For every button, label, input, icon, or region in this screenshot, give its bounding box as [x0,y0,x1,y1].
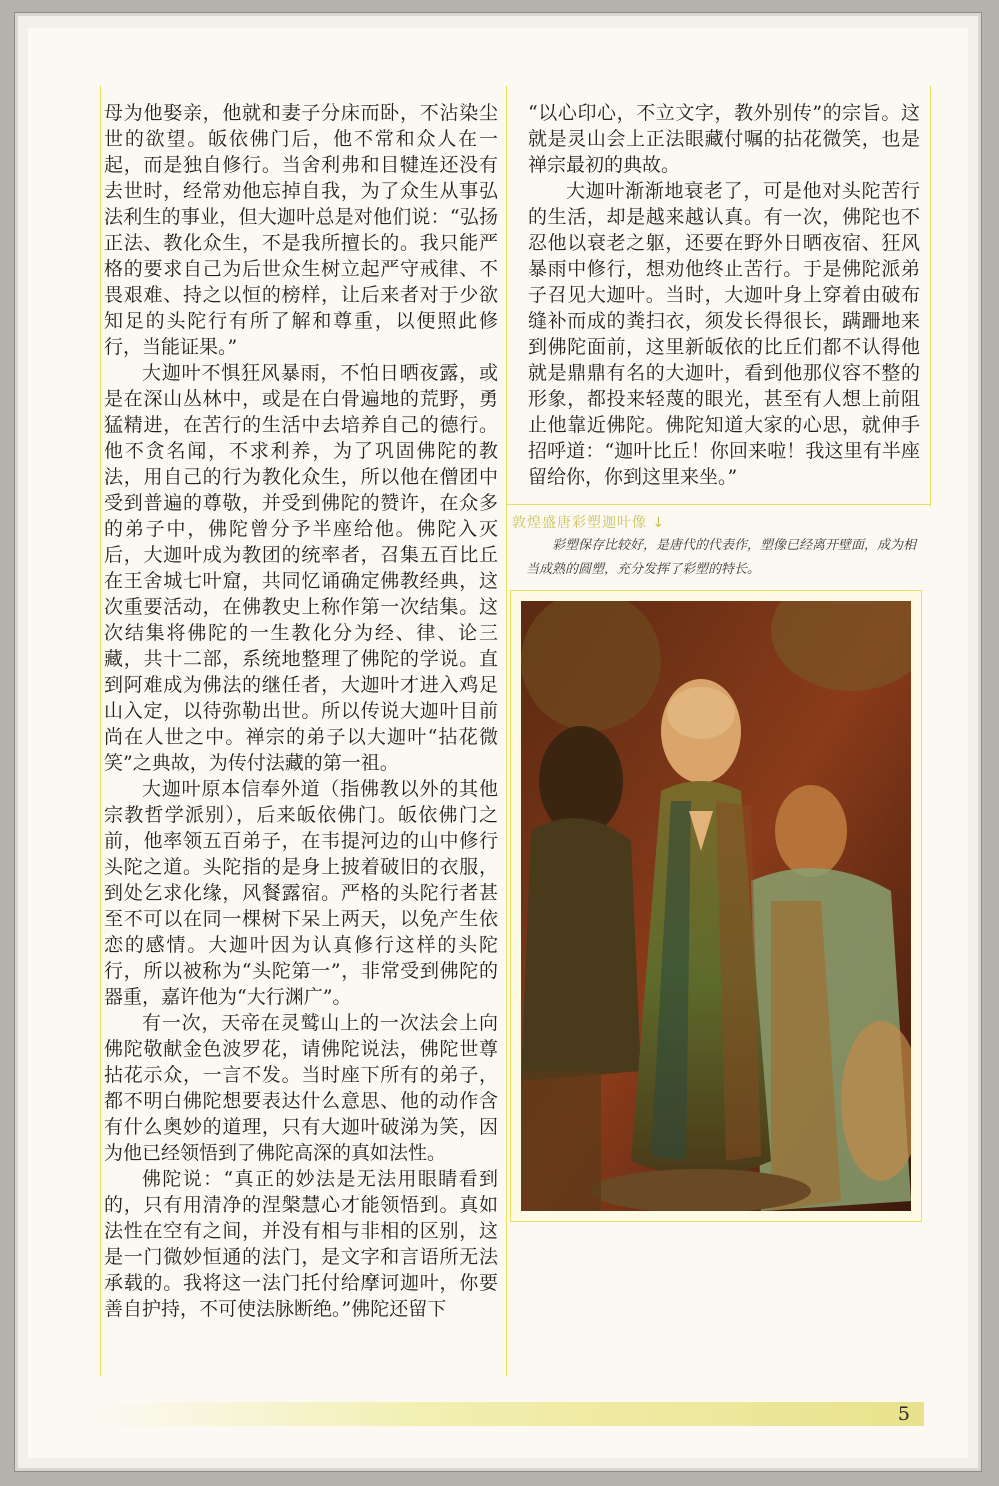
center-column-rule [506,86,507,1376]
right-paragraph-2: 大迦叶渐渐地衰老了，可是他对头陀苦行的生活，却是越来越认真。有一次，佛陀也不忍他以衰老之躯，还要在野外日晒夜宿、狂风暴雨中修行，想劝他终止苦行。于是佛陀派弟子召见大迦叶。当时，大迦叶身上穿着由破布缝补而成的粪扫衣，须发长得很长，蹒跚地来到佛陀面前，这里新皈依的比丘们都不认得他就是鼎鼎有名的大迦叶，看到他那仪容不整的形象，都投来轻蔑的眼光，甚至有人想上前阻止他靠近佛陀。佛陀知道大家的心思，就伸手招呼道：“迦叶比丘！你回来啦！我这里有半座留给你，你到这里来坐。” [528,180,920,488]
figure-title: 敦煌盛唐彩塑迦叶像 ↓ [512,515,666,531]
right-paragraph-1: “以心印心，不立文字，教外别传”的宗旨。这就是灵山会上正法眼藏付嘱的拈花微笑，也是禅宗最初的典故。 [528,102,920,176]
figure-photo-frame [510,590,922,1222]
figure-caption: 彩塑保存比较好，是唐代的代表作，塑像已经离开壁面，成为相当成熟的圆塑，充分发挥了彩塑的特长。 [526,538,917,577]
kasyapa-statue-photo [521,601,911,1211]
left-paragraph-3: 大迦叶原本信奉外道（指佛教以外的其他宗教哲学派别），后来皈依佛门。皈依佛门之前，他率领五百弟子，在韦提河边的山中修行头陀之道。头陀指的是身上披着破旧的衣服，到处乞求化缘，风餐露宿。严格的头陀行者甚至不可以在同一棵树下呆上两天，以免产生依恋的感情。大迦叶因为认真修行这样的头陀行，所以被称为“头陀第一”，非常受到佛陀的器重，嘉许他为“大行渊广”。 [104,778,498,1008]
footer-band [104,1402,924,1426]
caption-top-rule [506,504,930,505]
left-column-rule [100,86,101,1376]
page-number: 5 [897,1403,910,1425]
right-column-rule [930,86,931,506]
left-paragraph-5: 佛陀说：“真正的妙法是无法用眼睛看到的，只有用清净的涅槃慧心才能领悟到。真如法性在空有之间，并没有相与非相的区别，这是一门微妙恒通的法门，是文字和言语所无法承载的。我将这一法门托付给摩诃迦叶，你要善自护持，不可使法脉断绝。”佛陀还留下 [104,1168,498,1320]
left-text-column [104,100,498,1322]
statue-illustration [521,601,911,1211]
left-paragraph-2: 大迦叶不惧狂风暴雨，不怕日晒夜露，或是在深山丛林中，或是在白骨遍地的荒野，勇猛精进，在苦行的生活中去培养自己的德行。他不贪名闻，不求利养，为了巩固佛陀的教法，用自己的行为教化众生，所以他在僧团中受到普遍的尊敬，并受到佛陀的赞许，在众多的弟子中，佛陀曾分予半座给他。佛陀入灭后，大迦叶成为教团的统率者，召集五百比丘在王舍城七叶窟，共同忆诵确定佛教经典，这次重要活动，在佛教史上称作第一次结集。这次结集将佛陀的一生教化分为经、律、论三藏，共十二部，系统地整理了佛陀的学说。直到阿难成为佛法的继任者，大迦叶才进入鸡足山入定，以待弥勒出世。所以传说大迦叶目前尚在人世之中。禅宗的弟子以大迦叶“拈花微笑”之典故，为传付法藏的第一祖。 [104,362,498,774]
left-paragraph-1: 母为他娶亲，他就和妻子分床而卧，不沾染尘世的欲望。皈依佛门后，他不常和众人在一起，而是独自修行。当舍利弗和目犍连还没有去世时，经常劝他忘掉自我，为了众生从事弘法利生的事业，但大迦叶总是对他们说：“弘扬正法、教化众生，不是我所擅长的。我只能严格的要求自己为后世众生树立起严守戒律、不畏艰难、持之以恒的榜样，让后来者对于少欲知足的头陀行有所了解和尊重，以便照此修行，当能证果。” [104,102,498,358]
left-paragraph-4: 有一次，天帝在灵鹫山上的一次法会上向佛陀敬献金色波罗花，请佛陀说法，佛陀世尊拈花示众，一言不发。当时座下所有的弟子，都不明白佛陀想要表达什么意思、他的动作含有什么奥妙的道理，只有大迦叶破涕为笑，因为他已经领悟到了佛陀高深的真如法性。 [104,1012,498,1164]
right-text-column [528,100,920,490]
